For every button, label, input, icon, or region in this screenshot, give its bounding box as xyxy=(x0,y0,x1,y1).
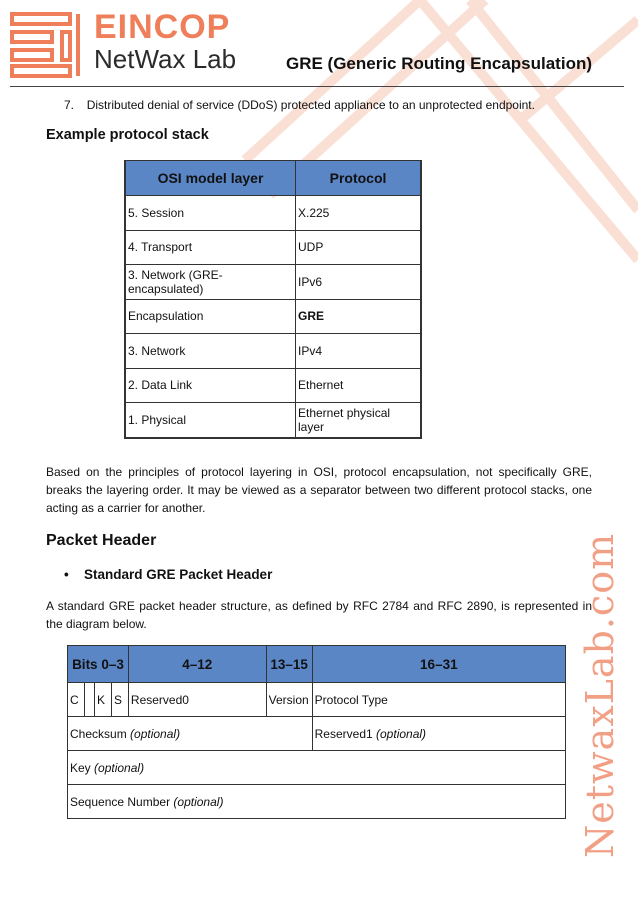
optional-note: (optional) xyxy=(94,760,145,775)
table-cell: GRE xyxy=(296,299,422,334)
table-header-cell: 16–31 xyxy=(312,646,565,683)
table-header-cell: Protocol xyxy=(296,161,422,196)
eincop-logo-icon xyxy=(10,12,82,78)
key-label: Key xyxy=(70,760,91,775)
table-cell: IPv6 xyxy=(296,265,422,300)
table-cell xyxy=(84,683,94,717)
optional-note: (optional) xyxy=(130,726,181,741)
table-cell: IPv4 xyxy=(296,334,422,369)
table-cell: K xyxy=(94,683,111,717)
table-header-cell: 4–12 xyxy=(128,646,266,683)
table-cell: 3. Network (GRE-encapsulated) xyxy=(125,265,296,300)
bullet-item xyxy=(64,567,272,582)
layering-paragraph: Based on the principles of protocol layering in OSI, protocol encapsulation, not specifically GRE, breaks the layering order. It may be viewed as a separator between two different protocol stacks, one acting as a carrier for another. xyxy=(46,465,592,515)
table-cell: Reserved0 xyxy=(128,683,266,717)
table-cell: 1. Physical xyxy=(125,403,296,438)
table-row xyxy=(68,751,566,785)
table-cell: C xyxy=(68,683,85,717)
table-header-row xyxy=(68,646,566,683)
table-cell: Ethernet physical layer xyxy=(296,403,422,438)
table-cell: 2. Data Link xyxy=(125,368,296,403)
optional-note: (optional) xyxy=(376,726,427,741)
table-cell: X.225 xyxy=(296,196,422,231)
table-cell: 3. Network xyxy=(125,334,296,369)
table-cell: S xyxy=(111,683,128,717)
logo-wordmark-bottom: NetWax Lab xyxy=(94,44,237,74)
table-header-cell: OSI model layer xyxy=(125,161,296,196)
table-cell xyxy=(68,785,566,819)
list-item-text: Distributed denial of service (DDoS) protected appliance to an unprotected endpoint. xyxy=(86,98,535,112)
checksum-label: Checksum xyxy=(70,726,127,741)
table-row xyxy=(68,683,566,717)
table-row xyxy=(125,230,421,265)
gre-header-paragraph: A standard GRE packet header structure, as defined by RFC 2784 and RFC 2890, is represented in the diagram below. xyxy=(46,599,592,631)
gre-packet-header-table xyxy=(67,645,566,819)
table-cell xyxy=(68,751,566,785)
header-divider xyxy=(10,86,624,87)
table-header-cell: Bits 0–3 xyxy=(68,646,129,683)
table-row xyxy=(68,717,566,751)
list-item xyxy=(64,98,535,112)
section-heading-protocol-stack: Example protocol stack xyxy=(46,127,209,143)
table-header-cell: 13–15 xyxy=(266,646,312,683)
section-heading-packet-header: Packet Header xyxy=(46,532,157,549)
reserved1-label: Reserved1 xyxy=(314,726,373,741)
logo-wordmark-top: EINCOP xyxy=(94,8,231,46)
bullet-text: Standard GRE Packet Header xyxy=(84,567,273,582)
table-header-row xyxy=(125,161,421,196)
table-cell: Version xyxy=(266,683,312,717)
optional-note: (optional) xyxy=(173,794,224,809)
protocol-stack-table xyxy=(124,160,422,439)
table-cell: 4. Transport xyxy=(125,230,296,265)
side-watermark-text: NetwaxLab.com xyxy=(578,532,622,858)
table-cell: Protocol Type xyxy=(312,683,565,717)
table-cell: 5. Session xyxy=(125,196,296,231)
sequence-number-label: Sequence Number xyxy=(70,794,171,809)
table-cell: Encapsulation xyxy=(125,299,296,334)
table-row xyxy=(125,265,421,300)
table-row xyxy=(125,403,421,438)
list-item-number: 7. xyxy=(64,98,75,112)
bullet-icon: • xyxy=(64,567,69,582)
table-cell xyxy=(68,717,313,751)
table-row xyxy=(125,334,421,369)
table-cell: UDP xyxy=(296,230,422,265)
table-cell: Ethernet xyxy=(296,368,422,403)
document-title: GRE (Generic Routing Encapsulation) xyxy=(285,54,592,73)
table-row xyxy=(125,196,421,231)
table-cell xyxy=(312,717,565,751)
table-row xyxy=(125,299,421,334)
table-row xyxy=(125,368,421,403)
table-row xyxy=(68,785,566,819)
